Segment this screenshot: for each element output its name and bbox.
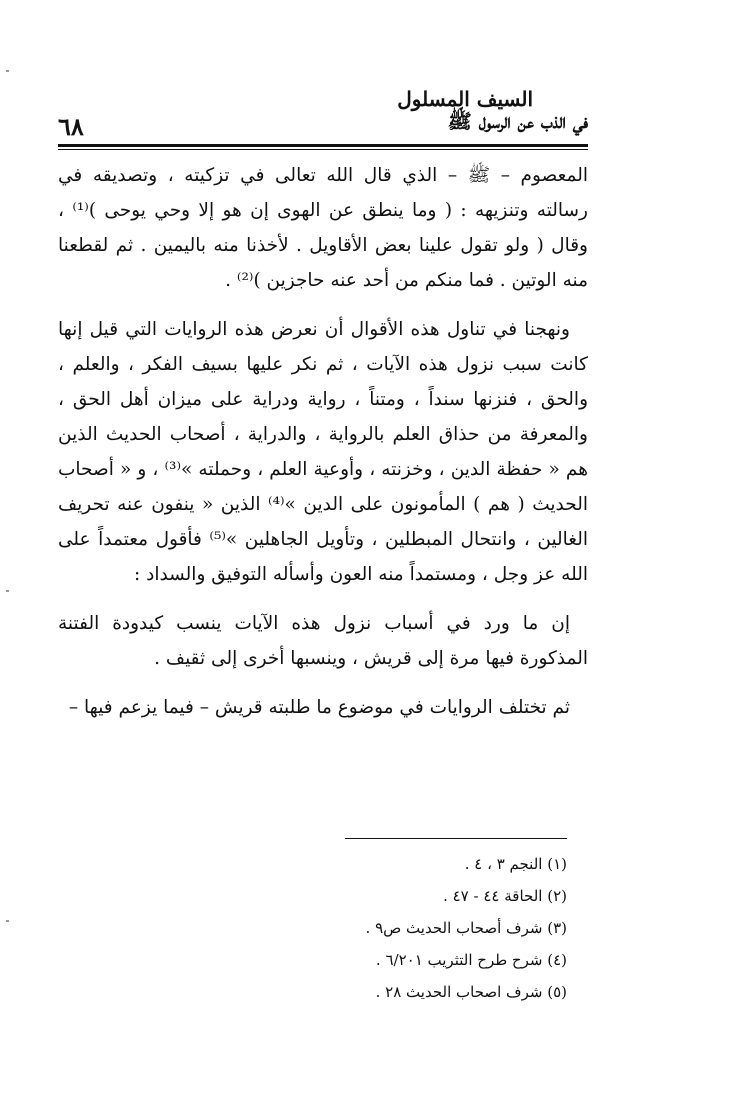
scan-edge-mark [6, 590, 9, 592]
footnote-item: (٢) الحاقة ٤٤ - ٤٧ . [443, 887, 567, 905]
scan-edge-mark [6, 920, 9, 922]
header-rule-thick [58, 144, 588, 147]
running-title-line-1: السيف المسلول [397, 87, 533, 111]
running-title [397, 88, 588, 132]
footnote-separator [345, 838, 567, 839]
paragraph: ثم تختلف الروايات في موضوع ما طلبته قريش – فيما يزعم فيها – [68, 697, 570, 718]
footnote-item: (٥) شرف اصحاب الحديث ٢٨ . [375, 983, 567, 1001]
footnote-item: (٣) شرف أصحاب الحديث ص٩ . [365, 919, 567, 937]
paragraph: إن ما ورد في أسباب نزول هذه الآيات ينسب كيدودة الفتنة المذكورة فيها مرة إلى قريش ، وينسبها أخرى إلى ثقيف . [58, 613, 588, 669]
main-text [58, 158, 588, 739]
scan-edge-mark [6, 70, 9, 72]
footnote-item: (١) النجم ٣ ، ٤ . [464, 855, 567, 873]
paragraph: المعصوم – ﷺ – الذي قال الله تعالى في تزكيته ، وتصديقه في رسالته وتنزيهه : ( وما ينطق عن الهوى إن هو إلا وحي يوحى )⁽¹⁾ ، وقال ( ولو تقول علينا بعض الأقاويل . لأخذنا منه باليمين . ثم لقطعنا منه الوتين . فما منكم من أحد عنه حاجزين )⁽²⁾ . [58, 165, 588, 291]
header-rule-thin [58, 149, 588, 150]
running-title-line-2: في الذب عن الرسول ﷺ [447, 109, 588, 133]
footnote-item: (٤) شرح طرح التثريب ٦/٢٠١ . [375, 951, 567, 969]
footnotes [300, 848, 567, 1008]
page-number: ٦٨ [58, 112, 84, 141]
page-header [58, 88, 588, 144]
paragraph: ونهجنا في تناول هذه الأقوال أن نعرض هذه الروايات التي قيل إنها كانت سبب نزول هذه الآيات ، ثم نكر عليها بسيف الفكر ، والعلم ، والحق ، فنزنها سنداً ، ومتناً ، رواية ودراية على ميزان أهل الحق ، والمعرفة من حذاق العلم بالرواية ، والدراية ، أصحاب الحديث الذين هم « حفظة الدين ، وخزنته ، وأوعية العلم ، وحملته »⁽³⁾ ، و « أصحاب الحديث ( هم ) المأمونون على الدين »⁽⁴⁾ الذين « ينفون عنه تحريف الغالين ، وانتحال المبطلين ، وتأويل الجاهلين »⁽⁵⁾ فأقول معتمداً على الله عز وجل ، ومستمداً منه العون وأسأله التوفيق والسداد : [58, 319, 589, 585]
